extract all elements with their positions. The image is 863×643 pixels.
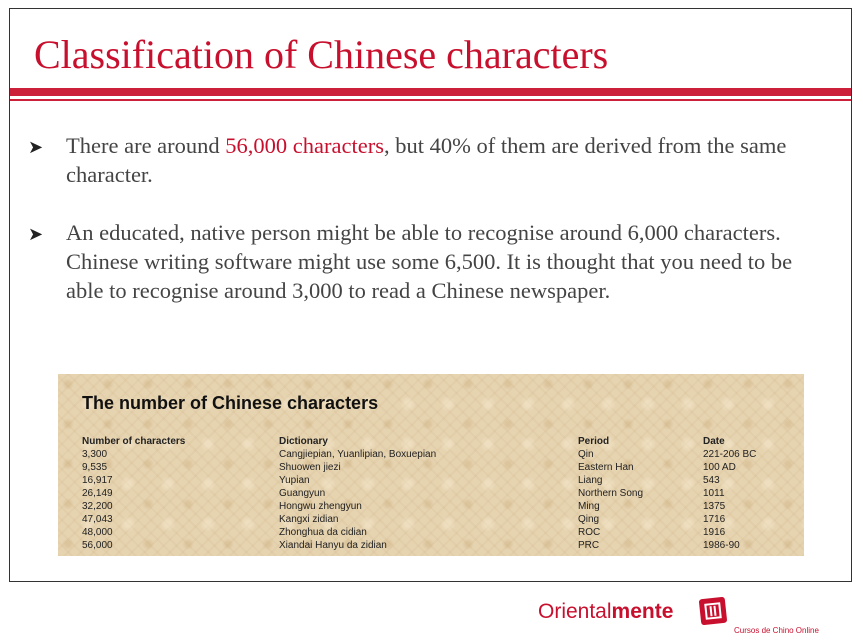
header-date: Date: [703, 436, 725, 447]
orientalmente-logo: [538, 600, 673, 624]
red-seal-icon: [699, 597, 728, 626]
table-header-row: [80, 436, 785, 448]
cell-number: 47,043: [82, 514, 113, 525]
cell-dictionary: Guangyun: [279, 488, 326, 499]
cell-period: ROC: [578, 527, 601, 538]
bullet-text: [66, 131, 828, 189]
bullet-item: [28, 218, 828, 305]
table-row: [80, 448, 785, 461]
cell-date: 1916: [703, 527, 726, 538]
cell-number: 32,200: [82, 501, 113, 512]
header-period: Period: [578, 436, 610, 447]
logo-tagline: Cursos de Chino Online: [734, 626, 819, 635]
cell-dictionary: Cangjiepian, Yuanlipian, Boxuepian: [279, 449, 437, 460]
cell-period: Liang: [578, 475, 603, 486]
cell-number: 48,000: [82, 527, 113, 538]
cell-dictionary: Zhonghua da cidian: [279, 527, 367, 538]
cell-period: Qing: [578, 514, 600, 525]
cell-dictionary: Hongwu zhengyun: [279, 501, 362, 512]
cell-date: 1011: [703, 488, 725, 499]
cell-number: 26,149: [82, 488, 113, 499]
cell-date: 100 AD: [703, 462, 736, 473]
bullet-text-start: There are around: [66, 133, 226, 158]
slide: [9, 8, 852, 582]
slide-title: Classification of Chinese characters: [34, 32, 609, 77]
characters-table: [80, 436, 785, 552]
table-row: [80, 513, 785, 526]
cell-number: 16,917: [82, 475, 113, 486]
table-row: [80, 487, 785, 500]
cell-date: 1986-90: [703, 540, 740, 551]
cell-dictionary: Yupian: [279, 475, 310, 486]
characters-table-panel: [58, 374, 804, 556]
cell-number: 3,300: [82, 449, 108, 460]
header-number: Number of characters: [82, 436, 186, 447]
cell-date: 543: [703, 475, 720, 486]
cell-period: Ming: [578, 501, 600, 512]
bullet-text: An educated, native person might be able to recognise around 6,000 characters. Chinese writing software might use some 6,500. It is thought that you need to be able to recognise around 3,000 to read a Chinese newspaper.: [66, 220, 793, 303]
table-row: [80, 526, 785, 539]
table-row: [80, 461, 785, 474]
cell-date: 1375: [703, 501, 726, 512]
cell-period: Northern Song: [578, 488, 644, 499]
table-row: [80, 500, 785, 513]
bullet-item: [28, 131, 828, 189]
cell-date: 1716: [703, 514, 726, 525]
cell-period: PRC: [578, 540, 600, 551]
cell-dictionary: Shuowen jiezi: [279, 462, 341, 473]
cell-dictionary: Xiandai Hanyu da zidian: [279, 540, 387, 551]
table-title: The number of Chinese characters: [82, 393, 379, 413]
cell-period: Qin: [578, 449, 594, 460]
title-divider-thick: [10, 88, 851, 96]
bullet-text-end: , but 40% of them are derived from the same character.: [66, 133, 787, 187]
header-dictionary: Dictionary: [279, 436, 328, 447]
arrow-bullet-icon: ➤: [28, 137, 44, 157]
cell-number: 56,000: [82, 540, 113, 551]
cell-date: 221-206 BC: [703, 449, 757, 460]
cell-number: 9,535: [82, 462, 108, 473]
cell-dictionary: Kangxi zidian: [279, 514, 339, 525]
logo-text-bold: mente: [611, 600, 674, 623]
highlighted-count: 56,000 characters: [225, 133, 384, 158]
arrow-bullet-icon: ➤: [28, 224, 44, 244]
cell-period: Eastern Han: [578, 462, 634, 473]
table-row: [80, 539, 785, 552]
logo-text-regular: Oriental: [538, 600, 612, 623]
title-divider-thin: [10, 99, 851, 101]
table-row: [80, 474, 785, 487]
bullet-list: [28, 131, 828, 334]
